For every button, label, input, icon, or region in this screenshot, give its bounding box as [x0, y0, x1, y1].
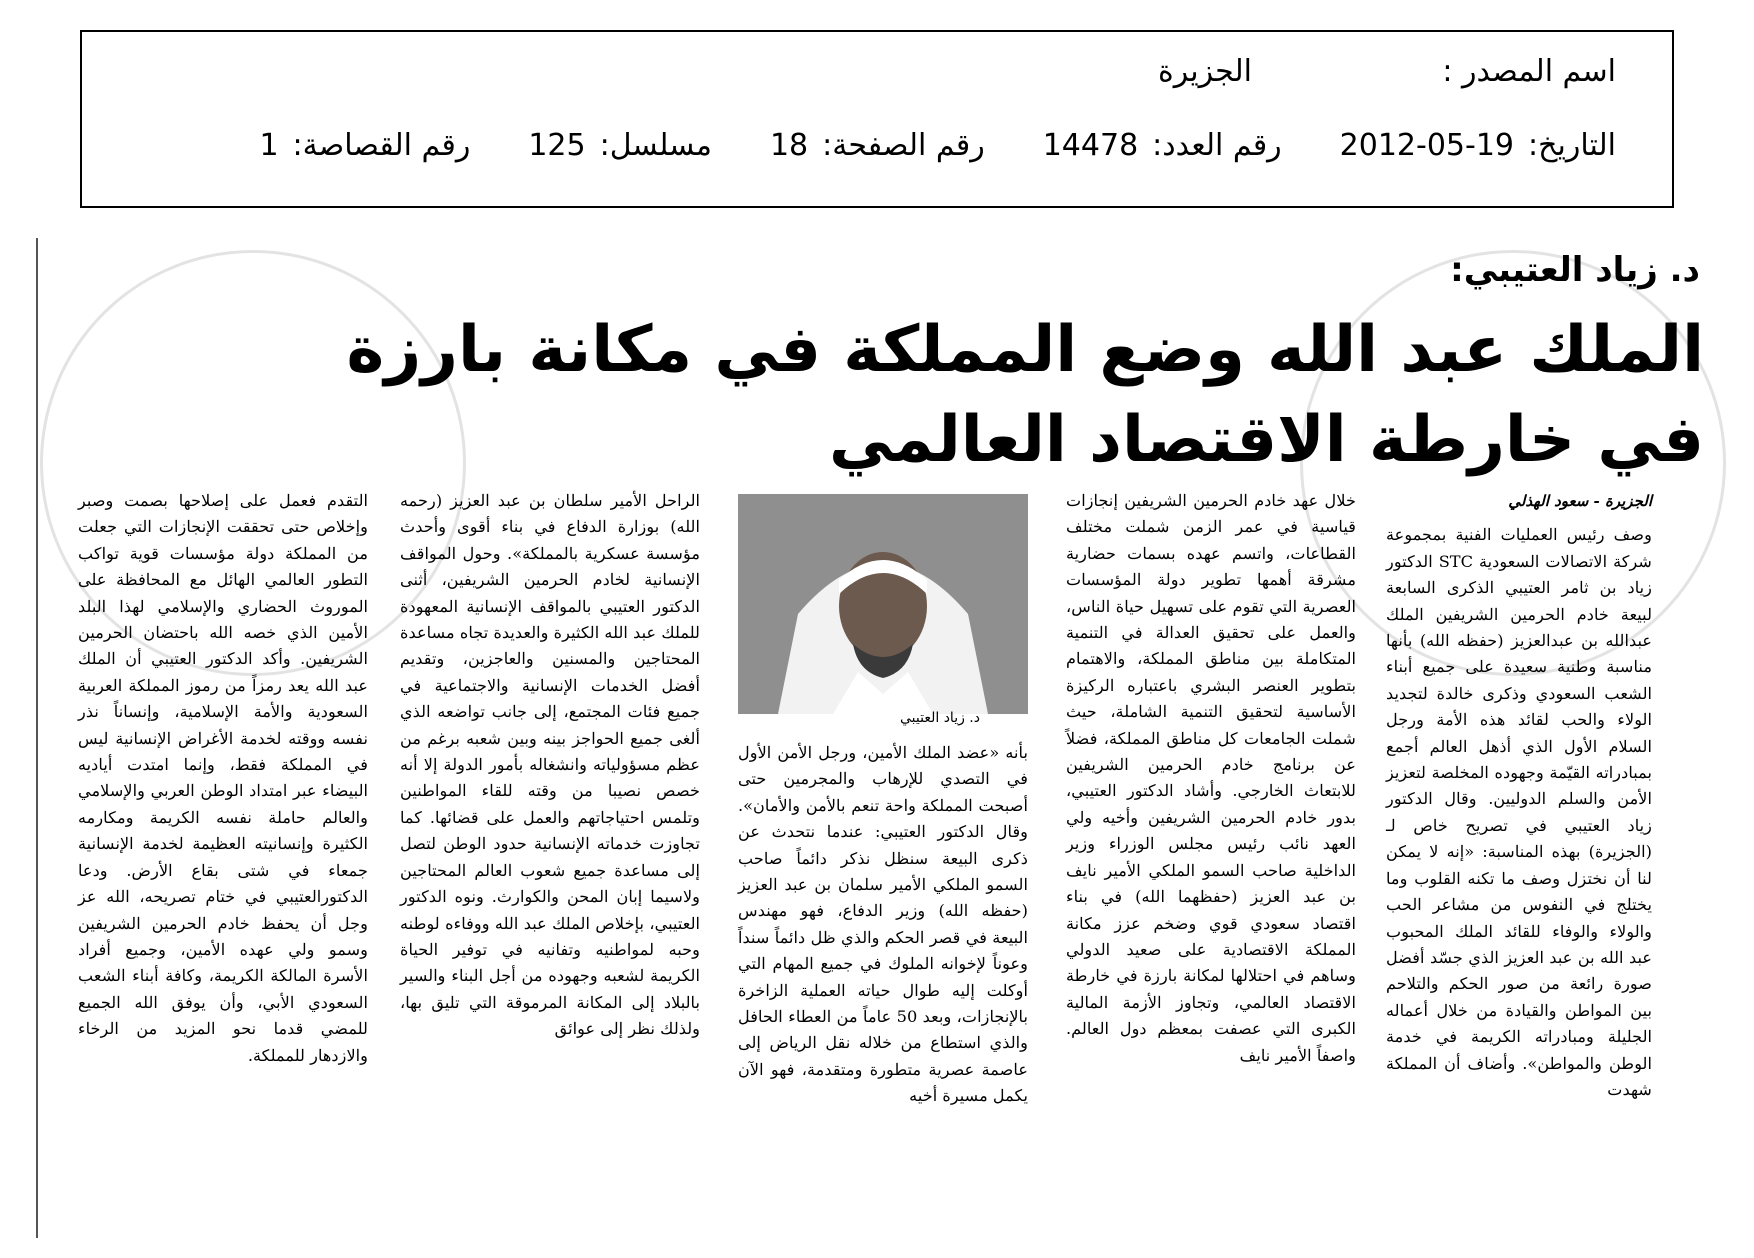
source-name-value: الجزيرة: [1157, 54, 1252, 89]
serial-label: مسلسل:: [599, 128, 712, 163]
serial-value: 125: [528, 128, 586, 163]
issue-value: 14478: [1042, 128, 1139, 163]
source-info-box: [80, 30, 1674, 208]
date-value: 2012-05-19: [1339, 128, 1515, 163]
column-text: التقدم فعمل على إصلاحها بصمت وصبر وإخلاص حتى تحققت الإنجازات التي جعلت من المملكة دولة مؤسسات قوية تواكب التطور العالمي الهائل مع المحافظة على الموروث الحضاري والإسلامي لهذا البلد الأمين الذي خصه الله باحتضان الحرمين الشريفين. وأكد الدكتور العتيبي أن الملك عبد الله يعد رمزاً من رموز المملكة العربية السعودية والأمة الإسلامية، وإنساناً نذر نفسه ووقته لخدمة الأغراض الإنسانية ليس في المملكة فقط، وإنما امتدت أياديه البيضاء عبر امتداد الوطن العربي والإسلامي والعالم حاملة نفسه الكريمة ومكارمه الكثيرة وإنسانيته العظيمة لخدمة الإنسانية جمعاء في شتى بقاع الأرض. ودعا الدكتورالعتيبي في ختام تصريحه، الله عز وجل أن يحفظ خادم الحرمين الشريفين وسمو ولي عهده الأمين، وجميع أفراد الأسرة المالكة الكريمة، وكافة أبناء الشعب السعودي الأبي، وأن يوفق الله الجميع للمضي قدما نحو المزيد من الرخاء والازدهار للمملكة.: [78, 491, 368, 1065]
headline-line-2: في خارطة الاقتصاد العالمي: [829, 403, 1704, 477]
date-field: [1340, 128, 1616, 163]
issue-label: رقم العدد:: [1152, 128, 1282, 163]
article-column-2: [1066, 488, 1356, 1069]
article-column-1: [1386, 488, 1652, 1103]
portrait-image: [738, 494, 1028, 714]
column-text: بأنه «عضد الملك الأمين، ورجل الأمن الأول في التصدي للإرهاب والمجرمين حتى أصبحت المملكة واحة تنعم بالأمن والأمان». وقال الدكتور العتيبي: عندما نتحدث عن ذكرى البيعة سنظل نذكر دائماً صاحب السمو الملكي الأمير سلمان بن عبد العزيز (حفظه الله) وزير الدفاع، فهو مهندس البيعة في قصر الحكم والذي ظل دائماً سنداً وعوناً لإخوانه الملوك في جميع المهام التي أوكلت إليه طوال حياته العملية الزاخرة بالإنجازات، وبعد 50 عاماً من العطاء الحافل والذي استطاع من خلاله نقل الرياض إلى عاصمة عصرية متطورة ومتقدمة، فهو الآن يكمل مسيرة أخيه: [738, 743, 1028, 1106]
article-column-3: [738, 740, 1028, 1110]
page-field: [770, 128, 985, 163]
column-text: الراحل الأمير سلطان بن عبد العزيز (رحمه الله) بوزارة الدفاع في بناء أقوى وأحدث مؤسسة عسكرية بالمملكة». وحول المواقف الإنسانية لخادم الحرمين الشريفين، أثنى الدكتور العتيبي بالمواقف الإنسانية المعهودة للملك عبد الله الكثيرة والعديدة تجاه مساعدة المحتاجين والمسنين والعاجزين، وتقديم أفضل الخدمات الإنسانية والاجتماعية في جميع فئات المجتمع، إلى جانب تواضعه الذي ألغى جميع الحواجز بينه وبين شعبه برغم من عظم مسؤولياته وانشغاله بأمور الدولة إلا أنه خصص نصيبا من وقته للقاء المواطنين وتلمس احتياجاتهم والعمل على قضائها. كما تجاوزت خدماته الإنسانية حدود الوطن لتصل إلى مساعدة جميع شعوب العالم المحتاجين ولاسيما إبان المحن والكوارث. ونوه الدكتور العتيبي، بإخلاص الملك عبد الله ووفاءه لوطنه وحبه لمواطنيه وتفانيه في توفير الحياة الكريمة لشعبه وجهوده من أجل البناء والسير بالبلاد إلى المكانة المرموقة التي تليق بها، ولذلك نظر إلى عوائق: [400, 491, 700, 1039]
portrait-photo: [738, 494, 1028, 714]
article-column-5: [78, 488, 368, 1069]
source-name-label: اسم المصدر :: [1442, 54, 1616, 89]
clipping-value: 1: [259, 128, 279, 163]
issue-field: [1043, 128, 1282, 163]
page-label: رقم الصفحة:: [822, 128, 985, 163]
article-headline: [164, 305, 1704, 485]
clipping-field: [259, 128, 470, 163]
article-author: الجزيرة - سعود الهذلي: [1508, 492, 1652, 510]
page-value: 18: [769, 128, 809, 163]
column-text: وصف رئيس العمليات الفنية بمجموعة شركة الاتصالات السعودية STC الدكتور زياد بن ثامر العتيبي الذكرى السابعة لبيعة خادم الحرمين الشريفين الملك عبدالله بن عبدالعزيز (حفظه الله) بأنها مناسبة وطنية سعيدة على جميع أبناء الشعب السعودي وذكرى خالدة لتجديد الولاء والحب لقائد هذه الأمة ورجل السلام الأول الذي أذهل العالم أجمع بمبادراته القيّمة وجهوده المخلصة لتعزيز الأمن والسلم الدوليين. وقال الدكتور زياد العتيبي في تصريح خاص لـ (الجزيرة) بهذه المناسبة: «إنه لا يمكن لنا أن نختزل وصف ما تكنه القلوب وما يختلج في النفوس من مشاعر الحب والولاء والوفاء للقائد الملك المحبوب عبد الله بن عبد العزيز الذي جسّد أفضل صورة رائعة من صور الحكم والتلاحم بين المواطن والقيادة من خلال أعماله الجليلة ومبادراته الكريمة في خدمة الوطن والمواطن». وأضاف أن المملكة شهدت: [1386, 525, 1652, 1099]
clipping-label: رقم القصاصة:: [292, 128, 471, 163]
meta-row: [201, 128, 1616, 163]
article-column-4: [400, 488, 700, 1043]
source-name: [1158, 54, 1616, 89]
article-byline: د. زياد العتيبي:: [1450, 250, 1700, 290]
photo-caption: د. زياد العتيبي: [900, 710, 980, 726]
source-row: [1158, 54, 1616, 89]
headline-line-1: الملك عبد الله وضع المملكة في مكانة بارزة: [346, 313, 1704, 387]
serial-field: [528, 128, 712, 163]
column-text: خلال عهد خادم الحرمين الشريفين إنجازات قياسية في عمر الزمن شملت مختلف القطاعات، واتسم عهده بسمات حضارية مشرقة أهمها تطوير دولة المؤسسات العصرية التي تقوم على تسهيل حياة الناس، والعمل على تحقيق العدالة في التنمية المتكاملة بين مناطق المملكة، والاهتمام بتطوير العنصر البشري باعتباره الركيزة الأساسية لتحقيق التنمية الشاملة، حيث شملت الجامعات كل مناطق المملكة، فضلاً عن برنامج خادم الحرمين الشريفين للابتعاث الخارجي. وأشاد الدكتور العتيبي، بدور خادم الحرمين الشريفين وأخيه ولي العهد نائب رئيس مجلس الوزراء وزير الداخلية صاحب السمو الملكي الأمير نايف بن عبد العزيز (حفظهما الله) في بناء اقتصاد سعودي قوي وضخم عزز مكانة المملكة الاقتصادية على صعيد الدولي وساهم في احتلالها لمكانة بارزة في خارطة الاقتصاد العالمي، وتجاوز الأزمة المالية الكبرى التي عصفت بمعظم دول العالم. واصفاً الأمير نايف: [1066, 491, 1356, 1065]
date-label: التاريخ:: [1528, 128, 1616, 163]
